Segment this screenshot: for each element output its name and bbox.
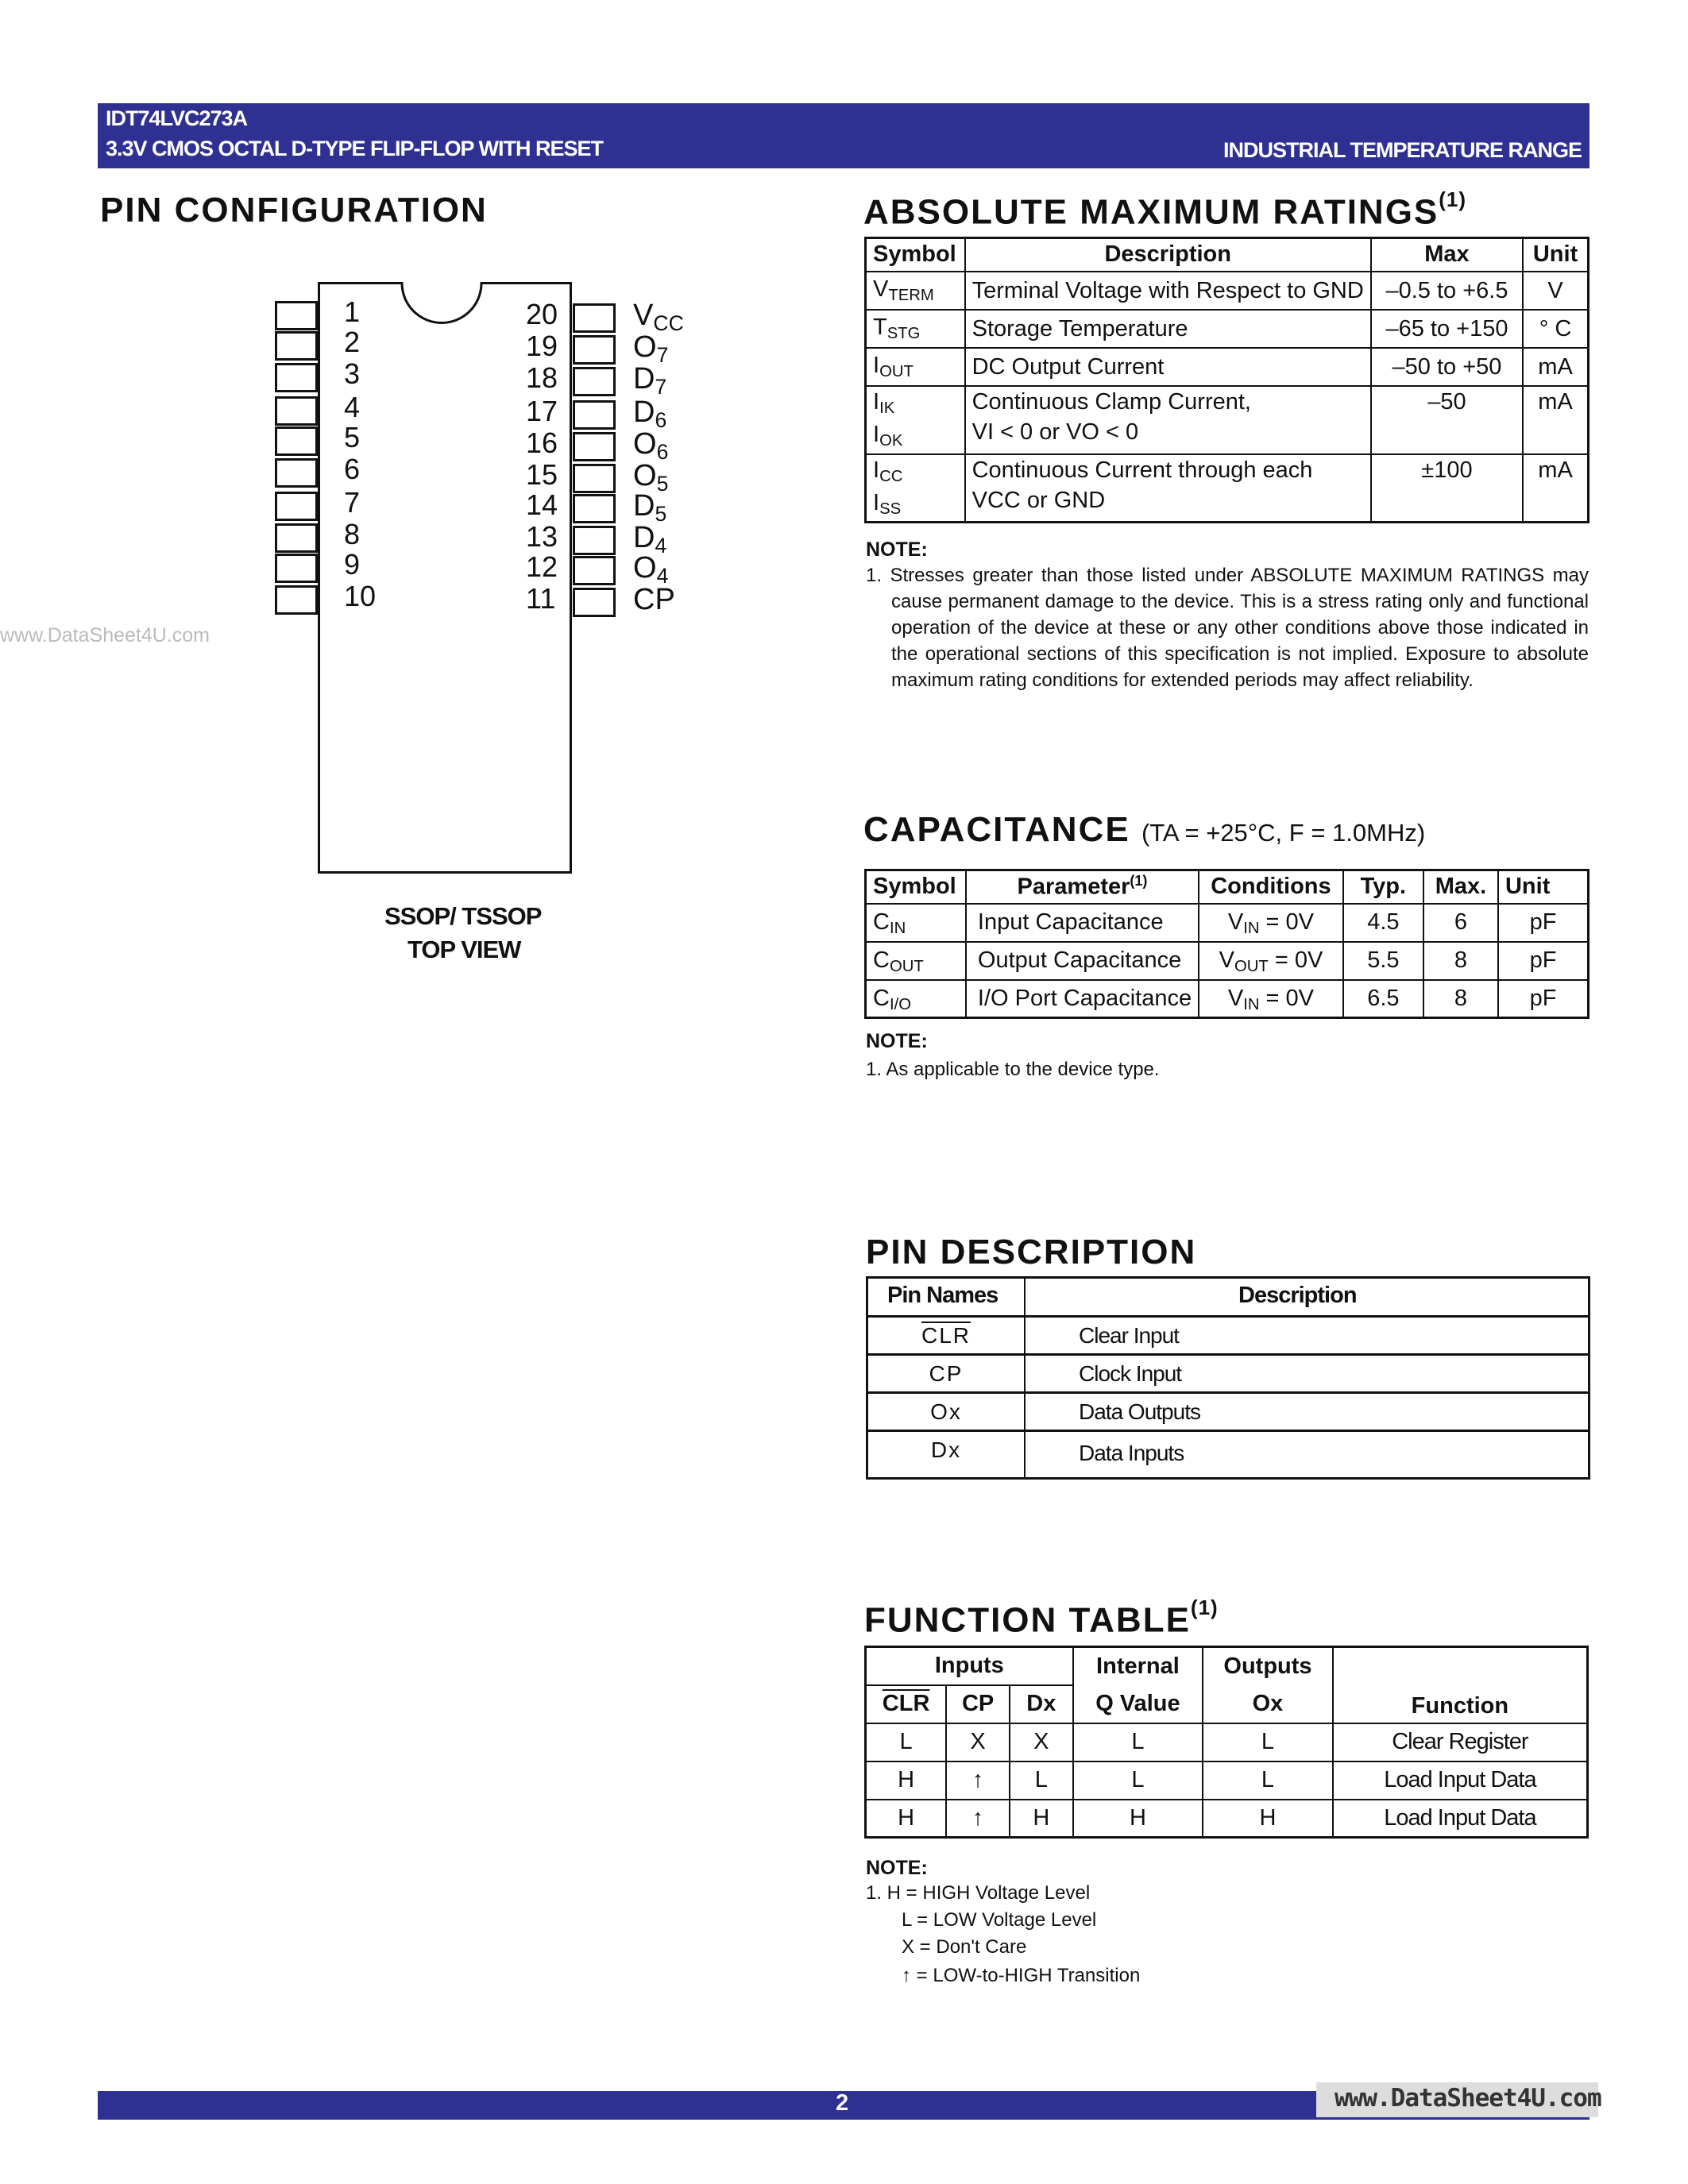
abs-max-row [866, 310, 1589, 348]
abs-max-symbol-1: $I_{CC}$ [873, 457, 903, 485]
abs-max-unit: mA [1523, 386, 1588, 454]
cap-conditions [1199, 904, 1343, 942]
pin-label-right-text-sub: 4 [655, 533, 667, 558]
cap-header-conditions: Conditions [1199, 870, 1343, 904]
pin-box-right [573, 367, 616, 396]
function-note-line: X = Don't Care [902, 1936, 1027, 1958]
cap-symbol-text: $C_{IN}$ [873, 909, 906, 938]
pin-box-left [275, 426, 318, 456]
cap-symbol-text-sub: I/O [889, 995, 911, 1013]
abs-max-symbol [866, 348, 965, 386]
pin-label-right-text-sub: 5 [655, 501, 667, 526]
abs-max-description-line2: VCC or GND [971, 487, 1106, 513]
pin-number-left: 7 [344, 486, 361, 519]
pin-desc-description: Clear Input [1079, 1323, 1179, 1348]
cap-typ: 5.5 [1343, 942, 1423, 980]
ft-cell-ox: H [1203, 1800, 1333, 1838]
pin-number-right: 17 [526, 395, 558, 427]
ft-group-inputs: Inputs [866, 1647, 1073, 1685]
ft-row [866, 1761, 1588, 1800]
abs-max-description-line1: Terminal Voltage with Respect to GND [971, 277, 1364, 303]
ft-header-dx: Dx [1010, 1685, 1073, 1723]
function-note-heading: NOTE: [866, 1857, 928, 1879]
capacitance-conditions: (TA = +25°C, F = 1.0MHz) [1141, 819, 1426, 847]
pin-box-right [573, 464, 616, 493]
pin-desc-name: Ox [930, 1399, 962, 1424]
ft-cell-ox: L [1203, 1723, 1333, 1761]
pin-box-left [275, 331, 318, 361]
pin-label-right [633, 396, 666, 430]
chip-diagram [0, 0, 794, 993]
pin-label-right [633, 521, 667, 558]
pin-number-left: 9 [344, 548, 361, 581]
ft-header-ox: Ox [1203, 1685, 1333, 1723]
cap-symbol [866, 904, 966, 942]
ft-cell-dx: L [1010, 1761, 1073, 1800]
abs-max-value: –0.5 to +6.5 [1371, 272, 1523, 310]
ft-cell-clr: H [866, 1761, 947, 1800]
pin-label-right-text: $D_7$ [633, 362, 667, 399]
abs-max-header-description: Description [965, 238, 1371, 272]
capacitance-table [864, 869, 1590, 1019]
cap-conditions-symbol: $V_{OUT}$ [1219, 947, 1269, 976]
capacitance-title-text: CAPACITANCE [863, 810, 1130, 849]
pin-box-right [573, 526, 616, 555]
pin-number-right: 19 [526, 330, 558, 362]
abs-max-symbol-1: $I_{OUT}$ [873, 353, 914, 381]
capacitance-title [863, 810, 1425, 850]
function-table-title [864, 1596, 1219, 1641]
ft-cell-q: L [1073, 1761, 1203, 1800]
abs-max-value: ±100 [1371, 454, 1523, 523]
abs-max-description-line1: Continuous Clamp Current, [971, 388, 1251, 415]
ft-cell-cp: X [946, 1723, 1010, 1761]
pin-desc-row-line [868, 1391, 1588, 1394]
cap-conditions-symbol-sub: OUT [1234, 958, 1269, 976]
pin-label-right-text: CP [633, 583, 675, 616]
pin-box-left [275, 363, 318, 392]
pin-desc-description: Data Inputs [1079, 1441, 1184, 1465]
cap-symbol [866, 942, 966, 980]
cap-conditions [1199, 980, 1343, 1018]
cap-typ: 4.5 [1343, 904, 1423, 942]
cap-unit: pF [1498, 904, 1589, 942]
pin-label-right [633, 551, 669, 588]
pin-desc-description: Clock Input [1079, 1361, 1182, 1386]
cap-parameter: Input Capacitance [966, 904, 1199, 942]
abs-max-row [866, 348, 1589, 386]
pin-desc-name: CP [929, 1361, 964, 1386]
cap-row [866, 980, 1589, 1018]
cap-parameter: Output Capacitance [966, 942, 1199, 980]
pin-label-right-text: $O_6$ [633, 427, 669, 464]
ft-header-clr: $\overline{CLR}$ [866, 1685, 947, 1723]
pin-number-left: 6 [344, 453, 361, 485]
pin-number-left: 10 [344, 580, 377, 612]
pin-box-left [275, 492, 318, 521]
abs-max-unit: ° C [1523, 310, 1588, 348]
pin-number-left: 1 [344, 295, 361, 328]
pin-number-right: 15 [526, 458, 558, 491]
ft-cell-dx: H [1010, 1800, 1073, 1838]
pin-box-right [573, 400, 616, 430]
abs-max-symbol-1-sub: STG [886, 325, 921, 343]
abs-max-symbol-1-sub: TERM [888, 287, 934, 305]
abs-max-note-heading: NOTE: [866, 538, 928, 561]
abs-max-note-text: 1. Stresses greater than those listed under ABSOLUTE MAXIMUM RATINGS may cause permanent damage to the device. This is a stress rating only and functional operation of the device at these or any other conditions above those indicated in the operational sections of this specification is not implied. Exposure to absolute maximum rating conditions for extended periods may affect reliability. [866, 565, 1589, 691]
pin-desc-row-line [868, 1353, 1588, 1356]
pin-label-right [633, 459, 669, 496]
pin-desc-title: PIN DESCRIPTION [866, 1233, 1197, 1271]
ft-header-cp: CP [946, 1685, 1010, 1723]
pin-config-title: PIN CONFIGURATION [100, 191, 488, 230]
pin-number-left: 4 [344, 391, 361, 423]
pin-box-right [573, 588, 616, 617]
abs-max-header-symbol: Symbol [866, 238, 965, 272]
pin-label-right [633, 427, 669, 464]
abs-max-row [866, 454, 1589, 523]
abs-max-description [965, 348, 1371, 386]
pin-desc-header-description: Description [1238, 1283, 1357, 1308]
abs-max-title-text: ABSOLUTE MAXIMUM RATINGS [863, 192, 1439, 232]
cap-header-max: Max. [1423, 870, 1498, 904]
pin-number-left: 8 [344, 518, 361, 550]
abs-max-description-line1: Storage Temperature [971, 315, 1188, 341]
pin-label-right-text: $D_5$ [633, 489, 667, 526]
cap-symbol-text-sub: IN [889, 920, 906, 938]
abs-max-symbol-2-sub: OK [879, 431, 903, 450]
pin-label-right [633, 489, 667, 526]
cap-conditions-symbol-sub: IN [1243, 920, 1260, 938]
pin-number-right: 12 [526, 550, 558, 583]
pin-number-right: 11 [526, 582, 556, 615]
function-note-line: L = LOW Voltage Level [902, 1909, 1097, 1931]
pin-label-right [633, 362, 667, 399]
function-table [864, 1646, 1589, 1839]
abs-max-symbol-2-sub: SS [879, 500, 902, 518]
abs-max-unit: V [1523, 272, 1588, 310]
pin-box-left [275, 301, 318, 330]
cap-max: 8 [1423, 942, 1498, 980]
pin-number-right: 18 [526, 361, 558, 394]
function-table-title-note: (1) [1190, 1596, 1219, 1619]
pin-box-right [573, 335, 616, 365]
abs-max-description-line2: VI < 0 or VO < 0 [971, 419, 1139, 445]
pin-desc-row-line [868, 1430, 1588, 1432]
ft-cell-q: H [1073, 1800, 1203, 1838]
function-note-line: 1. H = HIGH Voltage Level [866, 1882, 1091, 1904]
pin-desc-divider [1024, 1279, 1026, 1477]
pin-number-left: 3 [344, 357, 361, 390]
pin-label-right [633, 330, 668, 365]
cap-conditions-symbol: $V_{IN}$ [1227, 909, 1260, 938]
pin-label-right-text: $V_{CC}$ [633, 299, 684, 335]
abs-max-symbol-1-sub: OUT [879, 363, 914, 381]
ft-header-q: Q Value [1073, 1685, 1203, 1723]
abs-max-title-note: (1) [1439, 187, 1467, 211]
pin-box-left [275, 554, 318, 583]
pin-number-left: 2 [344, 326, 361, 358]
pin-label-right-text: $O_4$ [633, 551, 669, 588]
cap-conditions-symbol: $V_{IN}$ [1227, 985, 1260, 1013]
ft-cell-clr: L [866, 1723, 947, 1761]
pin-label-right-text: $O_7$ [633, 330, 669, 367]
ft-cell-ox: L [1203, 1761, 1333, 1800]
header-part-number: IDT74LVC273A [106, 106, 248, 130]
cap-conditions-value: = 0V [1259, 985, 1315, 1011]
abs-max-symbol [866, 310, 965, 348]
pin-label-right-text-sub: 7 [656, 342, 669, 367]
abs-max-row [866, 386, 1589, 454]
abs-max-symbol-2: $I_{OK}$ [873, 421, 903, 450]
cap-symbol-text-sub: OUT [889, 958, 924, 976]
pin-box-left [275, 458, 318, 488]
ft-cell-cp: ↑ [946, 1800, 1010, 1838]
abs-max-symbol [866, 272, 965, 310]
abs-max-symbol-1: $V_{TERM}$ [873, 276, 934, 305]
cap-typ: 6.5 [1343, 980, 1423, 1018]
pin-box-right [573, 556, 616, 585]
pin-number-right: 16 [526, 426, 558, 459]
cap-row [866, 904, 1589, 942]
function-note-line: ↑ = LOW-to-HIGH Transition [902, 1965, 1141, 1986]
abs-max-unit: mA [1523, 348, 1588, 386]
pin-label-right-text: $D_4$ [633, 521, 667, 558]
pin-desc-name: Dx [930, 1437, 962, 1462]
pin-box-right [573, 432, 616, 461]
function-table-title-text: FUNCTION TABLE [864, 1600, 1191, 1640]
cap-symbol-text: $C_{OUT}$ [873, 947, 924, 976]
abs-max-description [965, 272, 1371, 310]
ft-row [866, 1723, 1588, 1761]
pin-label-right-text-sub: 6 [656, 439, 669, 464]
pin-number-left: 5 [344, 421, 361, 453]
abs-max-value: –50 [1371, 386, 1523, 454]
abs-max-unit: mA [1523, 454, 1588, 523]
abs-max-description-line1: DC Output Current [971, 353, 1165, 380]
header-range: INDUSTRIAL TEMPERATURE RANGE [1223, 138, 1582, 162]
abs-max-row [866, 272, 1589, 310]
ft-cell-clr: H [866, 1800, 947, 1838]
ft-cell-function: Load Input Data [1333, 1800, 1588, 1838]
abs-max-value: –50 to +50 [1371, 348, 1523, 386]
cap-row [866, 942, 1589, 980]
pin-number-right: 14 [526, 488, 558, 521]
cap-header-unit: Unit [1498, 870, 1589, 904]
cap-max: 6 [1423, 904, 1498, 942]
abs-max-symbol-2: $I_{SS}$ [873, 489, 902, 518]
ft-group-internal: Internal [1073, 1647, 1203, 1685]
cap-unit: pF [1498, 942, 1589, 980]
abs-max-description [965, 310, 1371, 348]
cap-header-parameter [966, 870, 1199, 904]
watermark-text: www.DataSheet4U.com [0, 624, 211, 646]
pin-number-right: 20 [526, 298, 558, 330]
cap-header-parameter-text: Parameter [1017, 874, 1130, 901]
cap-conditions [1199, 942, 1343, 980]
ft-cell-dx: X [1010, 1723, 1073, 1761]
pin-label-right-text-sub: 6 [655, 407, 667, 432]
pin-box-right [573, 303, 616, 333]
abs-max-header-unit: Unit [1523, 238, 1588, 272]
cap-conditions-symbol-sub: IN [1243, 995, 1260, 1013]
cap-header-parameter-note: (1) [1130, 873, 1148, 889]
ft-cell-cp: ↑ [946, 1761, 1010, 1800]
header-subtitle: 3.3V CMOS OCTAL D-TYPE FLIP-FLOP WITH RESET [106, 137, 604, 160]
cap-symbol-text: $C_{I/O}$ [873, 985, 911, 1013]
abs-max-description [965, 454, 1371, 523]
footer-page-number: 2 [836, 2090, 849, 2116]
cap-header-typ: Typ. [1343, 870, 1423, 904]
ft-group-outputs: Outputs [1203, 1647, 1333, 1685]
abs-max-symbol [866, 454, 965, 523]
abs-max-description [965, 386, 1371, 454]
ft-cell-function: Load Input Data [1333, 1761, 1588, 1800]
footer-url[interactable]: www.DataSheet4U.com [1335, 2084, 1601, 2113]
abs-max-table [864, 237, 1590, 523]
abs-max-value: –65 to +150 [1371, 310, 1523, 348]
pin-box-right [573, 494, 616, 523]
pin-box-left [275, 396, 318, 426]
abs-max-symbol-1: $I_{IK}$ [873, 388, 895, 417]
cap-parameter: I/O Port Capacitance [966, 980, 1199, 1018]
pin-label-right-text: $D_6$ [633, 396, 667, 432]
pin-label-right [633, 299, 684, 333]
pin-desc-name: $\overline{CLR}$ [921, 1323, 971, 1348]
pin-label-right-text-sub: 5 [656, 471, 669, 496]
pin-desc-header-names: Pin Names [887, 1283, 999, 1308]
pin-label-right-text-sub: 4 [656, 563, 669, 588]
abs-max-header-max: Max [1371, 238, 1523, 272]
pin-number-right: 13 [526, 520, 558, 553]
ft-cell-q: L [1073, 1723, 1203, 1761]
abs-max-symbol-1-sub: IK [879, 399, 895, 417]
cap-conditions-value: = 0V [1268, 947, 1323, 973]
ft-cell-function: Clear Register [1333, 1723, 1588, 1761]
cap-max: 8 [1423, 980, 1498, 1018]
cap-header-symbol: Symbol [866, 870, 966, 904]
pin-desc-header-line [868, 1315, 1588, 1318]
pin-desc-description: Data Outputs [1079, 1399, 1200, 1424]
abs-max-title [863, 187, 1467, 233]
abs-max-symbol [866, 386, 965, 454]
pin-desc-table [866, 1276, 1590, 1480]
pin-label-right-text-sub: 7 [655, 374, 667, 399]
pin-label-right-text-sub: CC [653, 311, 684, 335]
cap-symbol [866, 980, 966, 1018]
package-label: SSOP/ TSSOP [384, 902, 542, 930]
abs-max-symbol-1-sub: CC [879, 467, 903, 485]
pin-label-right-text: $O_5$ [633, 459, 669, 496]
pin-label-right [633, 583, 675, 617]
ft-header-function: Function [1333, 1647, 1588, 1723]
capacitance-note-heading: NOTE: [866, 1030, 928, 1052]
cap-unit: pF [1498, 980, 1589, 1018]
cap-conditions-value: = 0V [1259, 909, 1315, 935]
ft-row [866, 1800, 1588, 1838]
capacitance-note-text: 1. As applicable to the device type. [866, 1059, 1160, 1080]
pin-box-left [275, 585, 318, 615]
view-label: TOP VIEW [408, 936, 521, 963]
pin-box-left [275, 523, 318, 553]
abs-max-description-line1: Continuous Current through each [971, 457, 1313, 483]
abs-max-symbol-1: $T_{STG}$ [873, 314, 921, 343]
